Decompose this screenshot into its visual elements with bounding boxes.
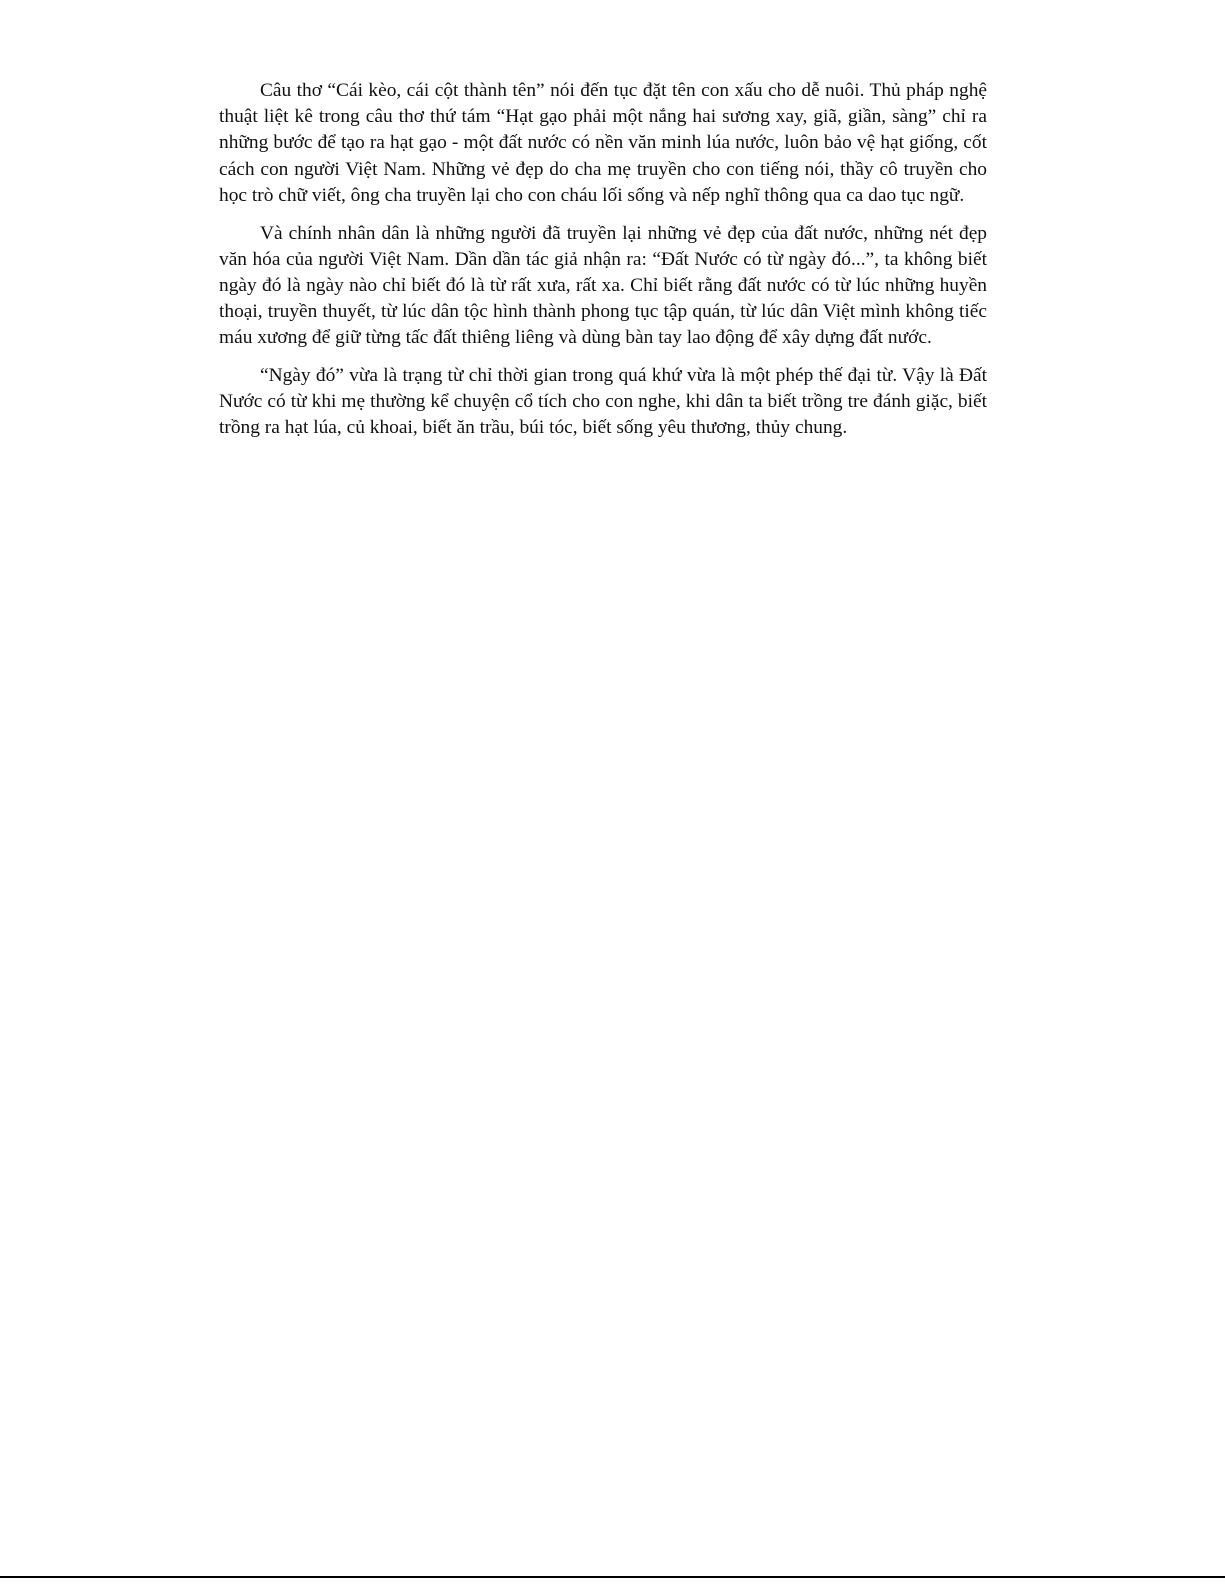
paragraph-1: Câu thơ “Cái kèo, cái cột thành tên” nói đến tục đặt tên con xấu cho dễ nuôi. Thủ pháp nghệ thuật liệt kê trong câu thơ thứ tám “Hạt gạo phải một nắng hai sương xay, giã, giần, sàng” chỉ ra những bước để tạo ra hạt gạo - một đất nước có nền văn minh lúa nước, luôn bảo vệ hạt giống, cốt cách con người Việt Nam. Những vẻ đẹp do cha mẹ truyền cho con tiếng nói, thầy cô truyền cho học trò chữ viết, ông cha truyền lại cho con cháu lối sống và nếp nghĩ thông qua ca dao tục ngữ. [219,80,987,206]
paragraph-2: Và chính nhân dân là những người đã truyền lại những vẻ đẹp của đất nước, những nét đẹp văn hóa của người Việt Nam. Dần dần tác giả nhận ra: “Đất Nước có từ ngày đó...”, ta không biết ngày đó là ngày nào chỉ biết đó là từ rất xưa, rất xa. Chỉ biết rằng đất nước có từ lúc những huyền thoại, truyền thuyết, từ lúc dân tộc hình thành phong tục tập quán, từ lúc dân Việt mình không tiếc máu xương để giữ từng tấc đất thiêng liêng và dùng bàn tay lao động để xây dựng đất nước. [219,222,987,349]
document-page [219,78,987,453]
paragraph-3: “Ngày đó” vừa là trạng từ chỉ thời gian trong quá khứ vừa là một phép thế đại từ. Vậy là Đất Nước có từ khi mẹ thường kể chuyện cổ tích cho con nghe, khi dân ta biết trồng tre đánh giặc, biết trồng ra hạt lúa, củ khoai, biết ăn trầu, búi tóc, biết sống yêu thương, thủy chung. [219,365,987,439]
page-bottom-divider [0,1576,1225,1578]
